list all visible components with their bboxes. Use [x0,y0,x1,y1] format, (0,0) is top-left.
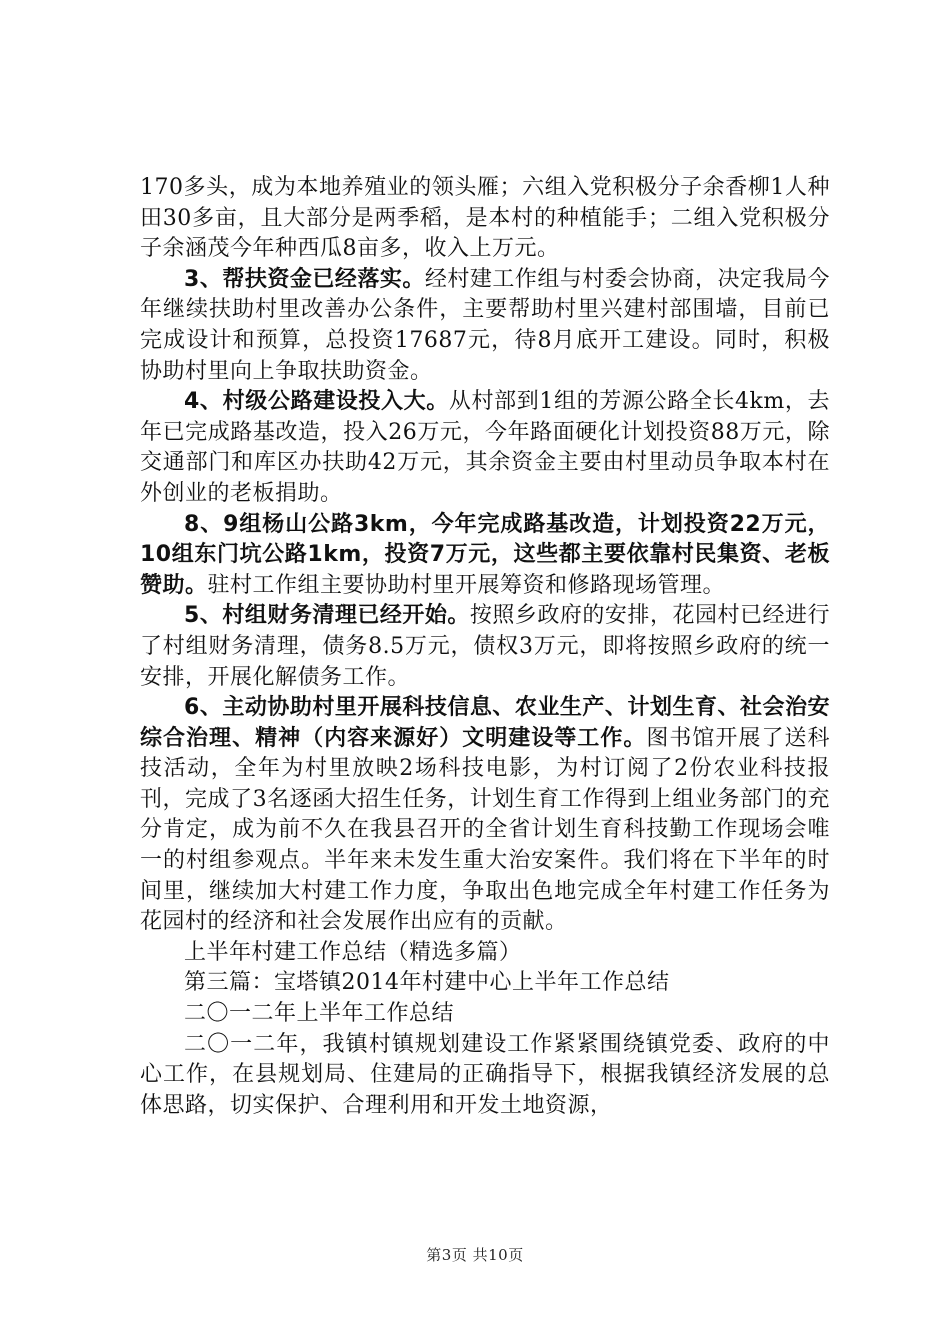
paragraph-heading: 6、主动协助村里开展科技信息、农业生产、计划生育、社会治安综合治理、精神（内容来源好）文明建设等工作。 [140,695,830,751]
paragraph-funding [140,265,830,387]
paragraph-assistance-work [140,693,830,938]
section-title-2012 [140,999,830,1030]
paragraph-heading: 4、村级公路建设投入大。 [184,389,449,415]
section-title-part-three [140,968,830,999]
paragraph-text: 按照乡政府的安排，花园村已经进行了村组财务清理，债务8.5万元，债权3万元，即将按照乡政府的统一安排，开展化解债务工作。 [140,603,830,690]
paragraph-text: 二〇一二年，我镇村镇规划建设工作紧紧围绕镇党委、政府的中心工作，在县规划局、住建局的正确指导下，根据我镇经济发展的总体思路，切实保护、合理利用和开发土地资源， [140,1031,830,1118]
paragraph-yangshan-road [140,510,830,602]
document-body [140,173,830,1121]
paragraph-road-construction [140,387,830,509]
paragraph-finance-audit [140,601,830,693]
paragraph-text: 驻村工作组主要协助村里开展筹资和修路现场管理。 [207,572,726,598]
paragraph-heading: 8、9组杨山公路3km，今年完成路基改造，计划投资22万元，10组东门坑公路1km，投资7万元，这些都主要依靠村民集资、老板赞助。 [140,511,830,598]
paragraph-text: 上半年村建工作总结（精选多篇） [184,939,522,965]
paragraph-text: 图书馆开展了送科技活动，全年为村里放映2场科技电影，为村订阅了2份农业科技报刊，完成了3名逐函大招生任务，计划生育工作得到上组业务部门的充分肯定，成为前不久在我县召开的全省计划生育科技勤工作现场会唯一的村组参观点。半年来未发生重大治安案件。我们将在下半年的时间里，继续加大村建工作力度，争取出色地完成全年村建工作任务为花园村的经济和社会发展作出应有的贡献。 [140,725,830,935]
paragraph-livestock-leaders [140,173,830,265]
page-number-footer: 第3页 共10页 [426,1246,524,1264]
paragraph-heading: 3、帮扶资金已经落实。 [184,266,425,292]
paragraph-text: 从村部到1组的芳源公路全长4km，去年已完成路基改造，投入26万元，今年路面硬化计划投资88万元，除交通部门和库区办扶助42万元，其余资金主要由村里动员争取本村在外创业的老板捐助。 [140,389,830,506]
paragraph-heading: 5、村组财务清理已经开始。 [184,603,470,629]
paragraph-text: 经村建工作组与村委会协商，决定我局今年继续扶助村里改善办公条件，主要帮助村里兴建村部围墙，目前已完成设计和预算，总投资17687元，待8月底开工建设。同时，积极协助村里向上争取扶助资金。 [140,266,830,384]
section-title-summary [140,938,830,969]
paragraph-text: 第三篇：宝塔镇2014年村建中心上半年工作总结 [184,970,670,996]
paragraph-text: 170多头，成为本地养殖业的领头雁；六组入党积极分子余香柳1人种田30多亩，且大部分是两季稻，是本村的种植能手；二组入党积极分子余涵茂今年种西瓜8亩多，收入上万元。 [140,175,830,262]
paragraph-text: 二〇一二年上半年工作总结 [184,1001,455,1027]
paragraph-2012-intro [140,1030,830,1122]
